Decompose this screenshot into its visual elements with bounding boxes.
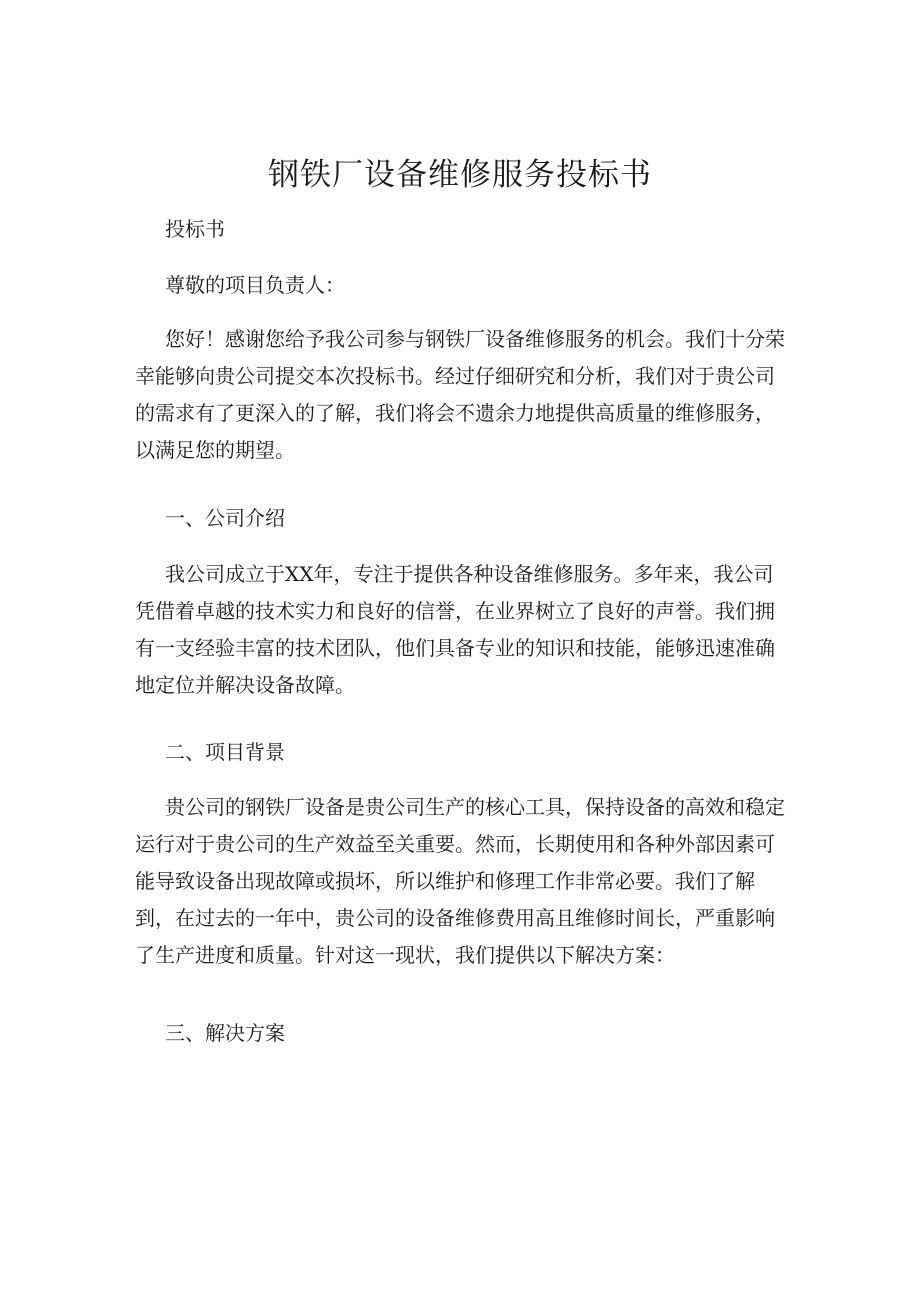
company-line: 地定位并解决设备故障。 <box>135 673 355 697</box>
section-heading-background: 二、项目背景 <box>165 740 285 764</box>
background-line: 能导致设备出现故障或损坏，所以维护和修理工作非常必要。我们了解 <box>135 869 755 893</box>
section-heading-company: 一、公司介绍 <box>165 506 285 530</box>
document-subtitle: 投标书 <box>165 217 225 241</box>
company-line: 有一支经验丰富的技术团队，他们具备专业的知识和技能，能够迅速准确 <box>135 636 775 660</box>
intro-line: 的需求有了更深入的了解，我们将会不遗余力地提供高质量的维修服务， <box>135 401 775 425</box>
company-paragraph <box>135 556 795 704</box>
intro-line: 以满足您的期望。 <box>135 438 295 462</box>
salutation: 尊敬的项目负责人： <box>165 273 345 297</box>
company-line: 凭借着卓越的技术实力和良好的信誉，在业界树立了良好的声誉。我们拥 <box>135 599 775 623</box>
intro-line: 您好！感谢您给予我公司参与钢铁厂设备维修服务的机会。我们十分荣 <box>165 327 785 351</box>
company-line: 我公司成立于XX年，专注于提供各种设备维修服务。多年来，我公司 <box>165 562 774 586</box>
background-line: 贵公司的钢铁厂设备是贵公司生产的核心工具，保持设备的高效和稳定 <box>165 795 785 819</box>
intro-paragraph <box>135 321 795 469</box>
background-line: 了生产进度和质量。针对这一现状，我们提供以下解决方案： <box>135 943 675 967</box>
intro-line: 幸能够向贵公司提交本次投标书。经过仔细研究和分析，我们对于贵公司 <box>135 364 775 388</box>
background-line: 到，在过去的一年中，贵公司的设备维修费用高且维修时间长，严重影响 <box>135 906 775 930</box>
document-title: 钢铁厂设备维修服务投标书 <box>268 157 652 193</box>
background-line: 运行对于贵公司的生产效益至关重要。然而，长期使用和各种外部因素可 <box>135 832 775 856</box>
section-heading-solution: 三、解决方案 <box>165 1021 285 1045</box>
background-paragraph <box>135 789 795 974</box>
